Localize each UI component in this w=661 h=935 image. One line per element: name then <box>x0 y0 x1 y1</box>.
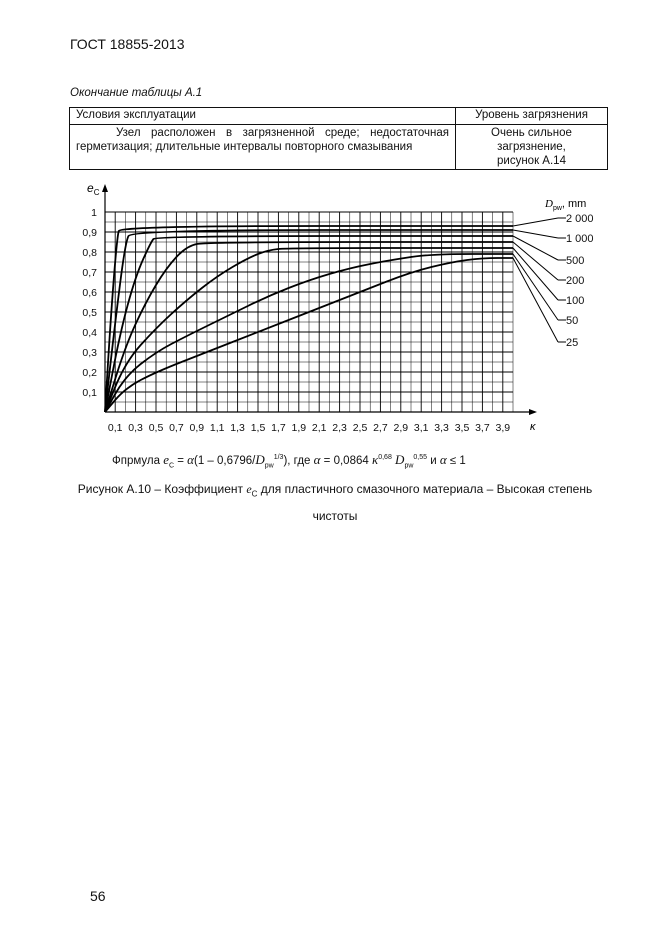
formula-part-2: ), где <box>283 455 314 467</box>
x-tick-label: 2,1 <box>311 422 327 434</box>
legend-label: 500 <box>566 255 585 267</box>
y-tick-label: 0,9 <box>82 227 97 239</box>
caption-e-symbol: e <box>246 482 252 496</box>
y-tick-label: 0,3 <box>82 347 97 359</box>
y-tick-label: 0,1 <box>82 387 97 399</box>
x-tick-label: 0,5 <box>148 422 164 434</box>
contamination-level-cell <box>456 125 608 170</box>
y-tick-label: 0,4 <box>82 327 97 339</box>
formula-e-subscript: C <box>168 462 175 470</box>
y-axis-label-subscript: C <box>93 188 100 197</box>
level-line-1: Очень сильное <box>491 127 572 139</box>
x-tick-label: 1,1 <box>209 422 225 434</box>
legend-title-symbol: D <box>545 198 553 210</box>
legend-leader-line <box>513 230 558 238</box>
chart-ticks <box>82 207 510 434</box>
formula-prefix: Фпрмула <box>112 455 164 467</box>
legend-leader-line <box>513 254 558 320</box>
header-contamination-level: Уровень загрязнения <box>456 108 608 125</box>
level-line-2: загрязнение, <box>497 141 566 153</box>
caption-part-2: для пластичного смазочного материала – Высокая степень чистоты <box>257 482 593 524</box>
legend-label: 2 000 <box>566 213 594 225</box>
formula-alpha-3: α <box>439 452 447 467</box>
x-tick-label: 0,9 <box>189 422 205 434</box>
formula-d-symbol: D <box>255 452 265 467</box>
formula-alpha-2: α <box>313 452 321 467</box>
page-number: 56 <box>90 888 106 904</box>
x-axis-label: κ <box>530 421 536 433</box>
table-row <box>70 125 608 170</box>
x-tick-label: 0,1 <box>107 422 123 434</box>
formula-part-3: и <box>427 455 440 467</box>
y-axis-label-symbol: e <box>87 181 94 195</box>
caption-part-1: Рисунок А.10 – Коэффициент <box>77 482 247 496</box>
y-axis-label <box>87 181 100 197</box>
legend-label: 25 <box>566 337 579 349</box>
x-tick-label: 2,3 <box>332 422 347 434</box>
formula-equals-2: = 0,0864 <box>320 455 372 467</box>
x-tick-label: 3,5 <box>454 422 470 434</box>
y-tick-label: 1 <box>91 207 97 219</box>
legend-label: 50 <box>566 315 579 327</box>
legend-leader-line <box>513 218 558 226</box>
x-tick-label: 3,1 <box>413 422 429 434</box>
formula-d-subscript-2: pw <box>404 462 414 470</box>
x-tick-label: 0,7 <box>169 422 184 434</box>
x-tick-label: 0,3 <box>128 422 143 434</box>
formula-e-symbol: e <box>163 452 169 467</box>
formula-kappa: κ <box>371 452 379 467</box>
legend-title <box>544 198 586 212</box>
y-tick-label: 0,8 <box>82 247 97 259</box>
legend-leader-line <box>513 258 558 342</box>
legend-title-subscript: pw <box>552 205 562 212</box>
ec-coefficient-chart <box>0 180 661 450</box>
formula-kappa-exponent: 0,68 <box>378 454 392 462</box>
x-tick-label: 2,7 <box>373 422 388 434</box>
table-header-row <box>70 108 608 125</box>
formula-equals: = <box>174 455 188 467</box>
x-tick-label: 3,7 <box>475 422 490 434</box>
formula-d-symbol-2: D <box>395 452 405 467</box>
x-tick-label: 2,5 <box>352 422 368 434</box>
document-header: ГОСТ 18855-2013 <box>70 36 185 52</box>
x-tick-label: 2,9 <box>393 422 409 434</box>
x-tick-label: 1,9 <box>291 422 307 434</box>
y-tick-label: 0,5 <box>82 307 97 319</box>
conditions-cell: Узел расположен в загрязненной среде; недостаточная герметизация; длительные интервалы повторного смазывания <box>70 125 456 170</box>
x-tick-label: 1,7 <box>271 422 286 434</box>
level-line-3: рисунок А.14 <box>497 155 566 167</box>
formula-d-exponent: 1/3 <box>273 454 284 462</box>
formula-part-1: (1 – 0,6796/ <box>193 455 256 467</box>
x-tick-label: 3,3 <box>434 422 449 434</box>
formula <box>112 452 466 469</box>
formula-d-subscript: pw <box>264 462 274 470</box>
legend-label: 1 000 <box>566 233 594 245</box>
formula-alpha: α <box>187 452 194 467</box>
legend-label: 100 <box>566 295 585 307</box>
chart-legend <box>513 213 594 349</box>
y-tick-label: 0,2 <box>82 367 97 379</box>
figure-caption <box>60 478 610 528</box>
operating-conditions-table <box>69 107 608 170</box>
header-conditions: Условия эксплуатации <box>70 108 456 125</box>
y-tick-label: 0,6 <box>82 287 97 299</box>
x-tick-label: 1,3 <box>230 422 245 434</box>
x-tick-label: 3,9 <box>495 422 511 434</box>
legend-label: 200 <box>566 275 585 287</box>
formula-le: ≤ 1 <box>446 455 466 467</box>
legend-title-unit: , mm <box>561 198 587 210</box>
x-tick-label: 1,5 <box>250 422 266 434</box>
y-tick-label: 0,7 <box>82 267 97 279</box>
x-axis-arrow <box>529 409 537 415</box>
caption-e-subscript: C <box>251 489 258 499</box>
table-caption: Окончание таблицы А.1 <box>70 87 203 99</box>
y-axis-arrow <box>102 184 108 192</box>
formula-d-exponent-2: 0,55 <box>413 454 428 462</box>
